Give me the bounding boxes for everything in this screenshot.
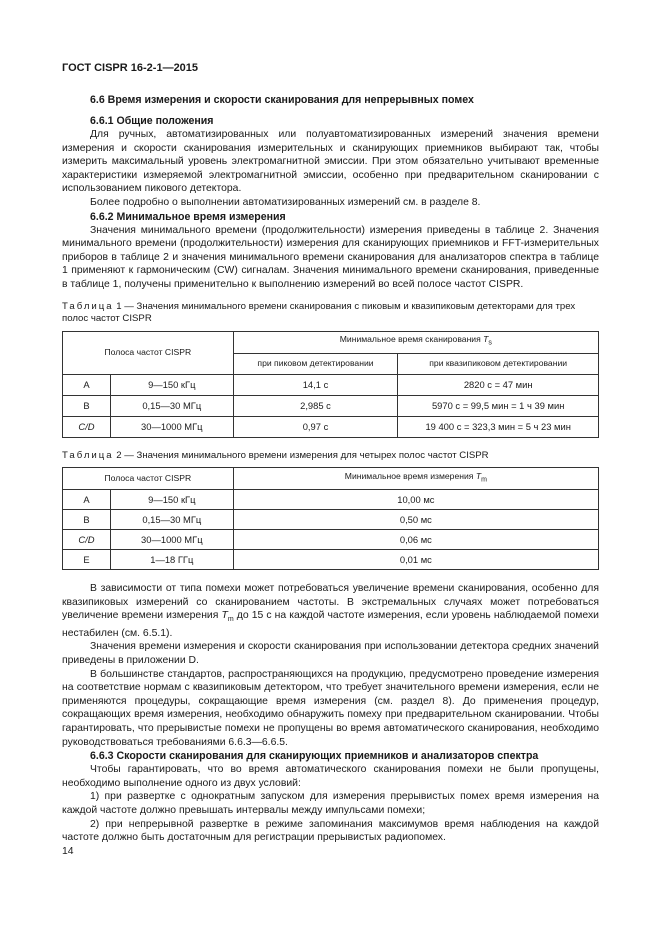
table-2: [62, 467, 599, 570]
table-2-header-time-symbol: T: [475, 470, 482, 481]
table-2-cell-range: 9—150 кГц: [110, 490, 233, 510]
table-1-header-peak: при пиковом детектировании: [233, 353, 398, 374]
after-p1-subscript: m: [227, 616, 234, 624]
table-1-header-band: Полоса частот CISPR: [63, 331, 234, 374]
section-6-6-3-title: 6.6.3 Скорости сканирования для сканирующих приемников и анализаторов спектра: [90, 750, 539, 763]
table-1-header-time: [233, 331, 598, 353]
section-6-6-1-paragraph-2: Более подробно о выполнении автоматизированных измерений см. в разделе 8.: [90, 196, 481, 208]
table-1-caption: [62, 301, 599, 326]
after-p1-text-a: В зависимости от типа помехи может потребоваться увеличение времени сканирования, особенно для квазипиковых измерений со сканированием частоты. В экстремальных случаях может потребоваться увеличение времени измерения: [62, 583, 599, 622]
section-6-6-2-paragraph-1: Значения минимального времени (продолжительности) измерения приведены в таблице 2. Значения минимального времени (продолжительности) измерения для сканирующих приемников и FFT-измерительных приборов в таблице 2 и значения минимального времени сканирования для анализаторов спектра в таблице 1 применяют к гармоническим (CW) сигналам. Значения минимального времени сканирования, приведенные в таблице 1, получены применительно к выполнению измерений во всей полосе частот CISPR.: [62, 224, 599, 290]
table-row: [63, 490, 599, 510]
table-1-cell-band: A: [63, 374, 111, 395]
table-1-header-time-text: Минимальное время сканирования: [339, 334, 484, 345]
page-number: 14: [62, 846, 74, 857]
table-2-cell-time: 10,00 мс: [233, 490, 598, 510]
table-2-cell-range: 0,15—30 МГц: [110, 510, 233, 530]
section-6-6-title: 6.6 Время измерения и скорости сканирования для непрерывных помех: [90, 94, 474, 106]
table-2-cell-time: 0,50 мс: [233, 510, 598, 530]
after-tables-paragraph-2: Значения времени измерения и скорости сканирования при использовании детектора средних значений приведены в приложении D.: [62, 641, 599, 667]
table-2-cell-band: A: [63, 490, 111, 510]
table-1-label: Таблица: [62, 300, 114, 312]
table-1-cell-range: 9—150 кГц: [110, 374, 233, 395]
table-row: [63, 374, 599, 395]
table-1-cell-range: 30—1000 МГц: [110, 416, 233, 437]
table-2-header-band: Полоса частот CISPR: [63, 468, 234, 490]
table-2-cell-band: C/D: [63, 530, 111, 550]
section-6-6-1-title: 6.6.1 Общие положения: [90, 115, 214, 127]
table-1-header-time-subscript: s: [488, 340, 492, 348]
table-2-cell-time: 0,06 мс: [233, 530, 598, 550]
table-row: [63, 510, 599, 530]
table-2-cell-band: B: [63, 510, 111, 530]
document-header: ГОСТ CISPR 16-2-1—2015: [62, 62, 199, 74]
section-6-6-2-title: 6.6.2 Минимальное время измерения: [90, 210, 286, 223]
table-2-header-time-text: Минимальное время измерения: [344, 470, 476, 481]
table-1-cell-band: B: [63, 395, 111, 416]
table-1: [62, 331, 599, 438]
section-6-6-3-paragraph-1: Чтобы гарантировать, что во время автоматического сканирования помехи не были пропущены, необходимо выполнение одного из двух условий:: [62, 764, 599, 789]
section-6-6-1-paragraph-1: Для ручных, автоматизированных или полуавтоматизированных измерений значения времени измерения и скорости сканирования измерительных и сканирующих приемников выбирают так, чтобы измерить максимальный уровень электромагнитной эмиссии. При этом обязательно учитывают временные характеристики измеряемой электромагнитной эмиссии, особенно при предварительном сканировании с использованием пикового детектора.: [62, 129, 599, 195]
after-tables-paragraph-1: [62, 582, 599, 640]
after-tables-paragraph-3: В большинстве стандартов, распространяющихся на продукцию, предусмотрено проведение измерения на соответствие нормам с квазипиковым детектором, что требует значительного времени измерения, если не применяются процедуры, сокращающие время измерения (см. раздел 8). До применения процедур, сокращающих время измерения, необходимо обнаружить помеху при предварительном сканировании. Чтобы гарантировать, что прерывистые помехи не пропущены во время автоматического сканирования, необходимо руководствоваться требованиями 6.6.3—6.6.5.: [62, 668, 599, 748]
table-2-caption-text: 2 — Значения минимального времени измерения для четырех полос частот CISPR: [113, 449, 489, 461]
table-2-cell-range: 1—18 ГГц: [110, 550, 233, 570]
table-2-cell-range: 30—1000 МГц: [110, 530, 233, 550]
table-1-header-qp: при квазипиковом детектировании: [398, 353, 599, 374]
after-p1-symbol: T: [221, 610, 228, 622]
table-1-caption-text: 1 — Значения минимального времени сканирования с пиковым и квазипиковым детекторами для трех полос частот CISPR: [62, 300, 576, 325]
table-1-cell-qp: 5970 с = 99,5 мин = 1 ч 39 мин: [398, 395, 599, 416]
section-6-6-3-paragraph-2: 1) при развертке с однократным запуском для измерения прерывистых помех время измерения на каждой частоте должно превышать интервалы между импульсами помехи;: [62, 791, 599, 817]
table-1-cell-peak: 14,1 с: [233, 374, 398, 395]
table-row: [63, 395, 599, 416]
table-2-header-time-subscript: m: [481, 476, 487, 484]
table-1-header-time-symbol: T: [483, 334, 489, 345]
table-1-cell-qp: 2820 с = 47 мин: [398, 374, 599, 395]
table-1-cell-range: 0,15—30 МГц: [110, 395, 233, 416]
section-6-6-3-paragraph-3: 2) при непрерывной развертке в режиме запоминания максимумов время наблюдения на каждой частоте должно быть достаточным для регистрации прерывистых радиопомех.: [62, 818, 599, 844]
table-2-cell-band: E: [63, 550, 111, 570]
table-2-caption: [62, 450, 599, 463]
table-1-cell-qp: 19 400 с = 323,3 мин = 5 ч 23 мин: [398, 416, 599, 437]
document-body: [62, 93, 599, 845]
table-2-cell-time: 0,01 мс: [233, 550, 598, 570]
table-2-label: Таблица: [62, 449, 114, 461]
table-row: [63, 416, 599, 437]
table-row: [63, 550, 599, 570]
table-1-cell-peak: 2,985 с: [233, 395, 398, 416]
after-p1-text-b: до 15 с на каждой частоте измерения, если уровень наблюдаемой помехи нестабилен (см. 6.5.1).: [62, 610, 599, 639]
table-2-header-time: [233, 468, 598, 490]
table-row: [63, 530, 599, 550]
table-1-cell-peak: 0,97 с: [233, 416, 398, 437]
table-1-cell-band: C/D: [63, 416, 111, 437]
